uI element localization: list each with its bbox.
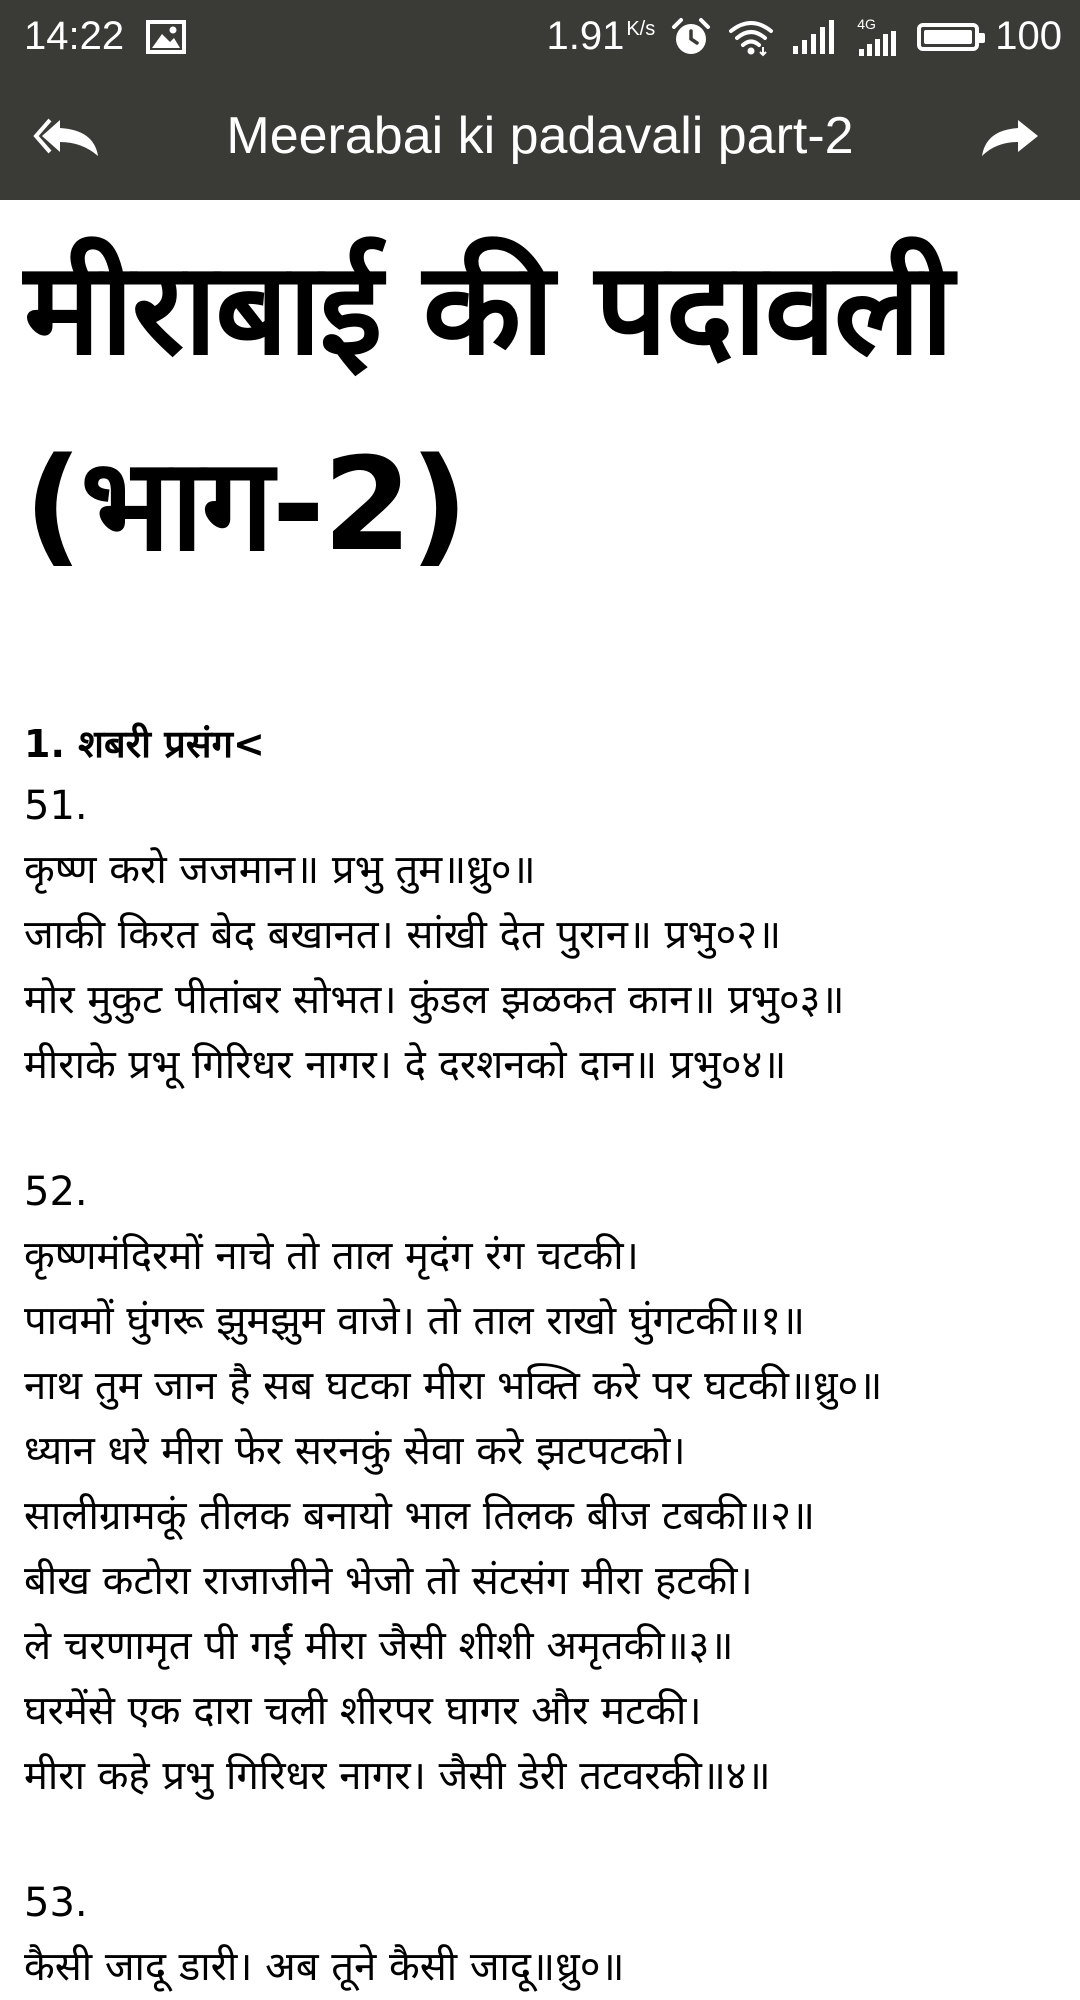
poem-line: बीख कटोरा राजाजीने भेजो तो संटसंग मीरा हटकी। [24, 1558, 753, 1604]
network-speed: 1.91 $^{K/s}$ [546, 14, 656, 58]
battery-icon [917, 23, 979, 51]
poem-line: कैसी जादू डारी। अब तूने कैसी जादू॥ध्रु०॥ [24, 1944, 625, 1990]
poem-line: मीरा कहे प्रभु गिरिधर नागर। जैसी डेरी तटवरकी॥४॥ [24, 1753, 771, 1799]
poem-line: जाकी किरत बेद बखानत। सांखी देत पुरान॥ प्रभु०२॥ [24, 912, 782, 958]
status-bar [0, 0, 1080, 76]
content-area[interactable] [0, 200, 1080, 1990]
poem-line: नाथ तुम जान है सब घटका मीरा भक्ति करे पर घटकी॥ध्रु०॥ [24, 1363, 883, 1409]
section-heading: 1. शबरी प्रसंग< [24, 722, 265, 766]
status-time: 14:22 [24, 14, 125, 58]
poem-number: 52. [24, 1169, 88, 1215]
image-icon [146, 20, 186, 54]
wifi-icon [727, 17, 775, 57]
app-title: Meerabai ki padavali part-2 [226, 107, 854, 165]
poem-number: 51. [24, 783, 88, 829]
forward-icon [978, 116, 1042, 160]
poem-line: घरमेंसे एक दारा चली शीरपर घागर और मटकी। [24, 1688, 702, 1734]
signal-icon [791, 18, 841, 56]
network-type-4g: 4G [857, 17, 901, 57]
poem-53 [24, 1871, 1056, 2000]
battery-level: 100 [995, 14, 1062, 58]
status-left [24, 14, 186, 59]
poem-line: मोर मुकुट पीतांबर सोभत। कुंडल झळकत कान॥ प्रभु०३॥ [24, 977, 845, 1023]
forward-button[interactable] [970, 106, 1050, 170]
poem-number: 53. [24, 1880, 88, 1926]
status-right [546, 14, 1062, 59]
alarm-icon [671, 17, 711, 57]
signal-4g-icon [857, 31, 901, 57]
app-bar [0, 76, 1080, 200]
poem-line: ले चरणामृत पी गईं मीरा जैसी शीशी अमृतकी॥३॥ [24, 1623, 734, 1669]
poem-line: कृष्णमंदिरमों नाचे तो ताल मृदंग रंग चटकी। [24, 1233, 639, 1279]
poem-52 [24, 1160, 1056, 1809]
poem-51 [24, 774, 1056, 1098]
poem-line: सालीग्रामकूं तीलक बनायो भाल तिलक बीज टबकी॥२॥ [24, 1493, 815, 1539]
poem-line: मीराके प्रभू गिरिधर नागर। दे दरशनको दान॥ प्रभु०४॥ [24, 1042, 787, 1088]
page-title: मीराबाई की पदावली (भाग-2) [24, 235, 952, 580]
poem-line: पावमों घुंगरू झुमझुम वाजे। तो ताल राखो घुंगटकी॥१॥ [24, 1298, 805, 1344]
poem-line: ध्यान धरे मीरा फेर सरनकुं सेवा करे झटपटको। [24, 1428, 686, 1474]
poem-line: कृष्ण करो जजमान॥ प्रभु तुम॥ध्रु०॥ [24, 847, 536, 893]
